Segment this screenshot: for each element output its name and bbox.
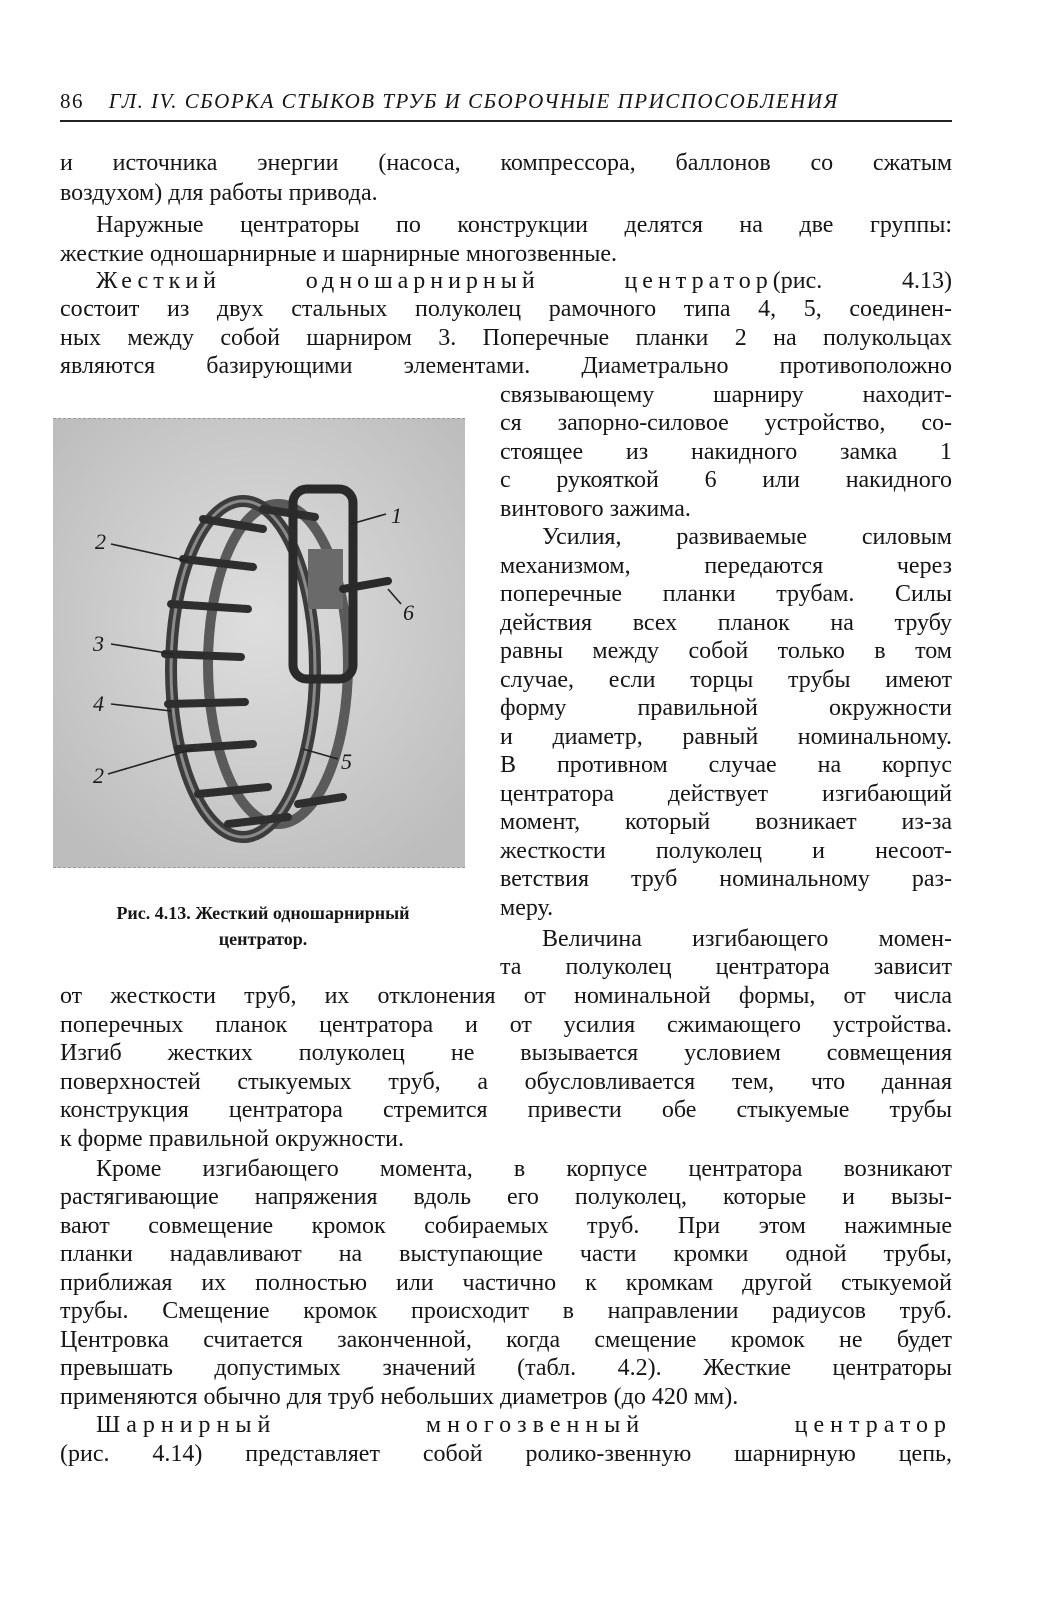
text-line: планки надавливают на выступающие части кромки одной трубы, <box>60 1241 952 1267</box>
text-line: винтового зажима. <box>500 496 691 522</box>
figure-label: 3 <box>93 631 104 656</box>
text-line: являются базирующими элементами. Диаметрально противоположно <box>60 353 952 379</box>
text-line: стоящее из накидного замка 1 <box>500 439 952 465</box>
text-line: к форме правильной окружности. <box>60 1126 405 1152</box>
text-line: Изгиб жестких полуколец не вызывается условием совмещения <box>60 1040 952 1066</box>
text-line: ных между собой шарниром 3. Поперечные планки 2 на полукольцах <box>60 325 952 351</box>
text-line: та полуколец центратора зависит <box>500 954 952 980</box>
figure-reference: (рис. 4.13) <box>772 268 953 294</box>
figure-centrator-photo <box>53 418 465 868</box>
text-line: превышать допустимых значений (табл. 4.2). Жесткие центраторы <box>60 1355 952 1381</box>
text-line: Кроме изгибающего момента, в корпусе центратора возникают <box>96 1156 952 1182</box>
text-line: случае, если торцы трубы имеют <box>500 667 952 693</box>
running-header <box>60 86 952 122</box>
figure-label: 6 <box>403 600 414 625</box>
text-line: меру. <box>500 895 554 921</box>
figure-caption: центратор. <box>218 929 308 949</box>
text-line: центратора действует изгибающий <box>500 781 952 807</box>
text-line: и источника энергии (насоса, компрессора, баллонов со сжатым <box>60 150 952 176</box>
text-line: (рис. 4.14) представляет собой ролико-звенную шарнирную цепь, <box>60 1441 952 1467</box>
text-line: Усилия, развиваемые силовым <box>542 524 952 550</box>
text-line: трубы. Смещение кромок происходит в направлении радиусов труб. <box>60 1298 952 1324</box>
text-line: конструкция центратора стремится привести обе стыкуемые трубы <box>60 1097 952 1123</box>
text-line: применяются обычно для труб небольших диаметров (до 420 мм). <box>60 1384 739 1410</box>
text-line: ветствия труб номинальному раз- <box>500 866 952 892</box>
figure-label: 2 <box>95 529 106 554</box>
text-line: от жесткости труб, их отклонения от номинальной формы, от числа <box>60 983 952 1009</box>
text-line: приближая их полностью или частично к кромкам другой стыкуемой <box>60 1270 952 1296</box>
text-line: вают совмещение кромок собираемых труб. При этом нажимные <box>60 1213 952 1239</box>
text-line: поперечные планки трубам. Силы <box>500 581 952 607</box>
text-line: с рукояткой 6 или накидного <box>500 467 952 493</box>
text-line: механизмом, передаются через <box>500 553 952 579</box>
text-line: Шарнирный многозвенный центратор <box>96 1412 952 1438</box>
text-line: ся запорно-силовое устройство, со- <box>500 410 952 436</box>
figure-label: 1 <box>391 503 402 528</box>
figure-label: 2 <box>93 763 104 788</box>
text-line: форму правильной окружности <box>500 695 952 721</box>
text-line: жесткие одношарнирные и шарнирные многозвенные. <box>60 241 617 267</box>
text-line: и диаметр, равный номинальному. <box>500 724 952 750</box>
text-line: Центровка считается законченной, когда смещение кромок не будет <box>60 1327 952 1353</box>
text-line: жесткости полуколец и несоот- <box>500 838 952 864</box>
chapter-title: ГЛ. IV. СБОРКА СТЫКОВ ТРУБ И СБОРОЧНЫЕ ПРИСПОСОБЛЕНИЯ <box>108 89 839 113</box>
text-line: воздухом) для работы привода. <box>60 180 378 206</box>
text-line: Величина изгибающего момен- <box>542 926 952 952</box>
text-line: растягивающие напряжения вдоль его полуколец, которые и вызы- <box>60 1184 952 1210</box>
text-line: Наружные центраторы по конструкции делятся на две группы: <box>96 212 952 238</box>
spaced-term: Жесткий одношарнирный центратор <box>96 268 773 294</box>
text-line: поверхностей стыкуемых труб, а обусловливается тем, что данная <box>60 1069 952 1095</box>
text-line: поперечных планок центратора и от усилия сжимающего устройства. <box>60 1012 952 1038</box>
text-line: В противном случае на корпус <box>500 752 952 778</box>
text-line: действия всех планок на трубу <box>500 610 952 636</box>
figure-caption: Рис. 4.13. Жесткий одношарнирный <box>116 903 410 923</box>
text-line <box>60 266 952 296</box>
text-line: связывающему шарниру находит- <box>500 382 952 408</box>
text-line: состоит из двух стальных полуколец рамочного типа 4, 5, соединен- <box>60 296 952 322</box>
page-number: 86 <box>60 89 84 113</box>
text-line: равны между собой только в том <box>500 638 952 664</box>
text-line: момент, который возникает из-за <box>500 809 952 835</box>
figure-label: 5 <box>341 749 352 774</box>
centrator-illustration <box>53 419 465 867</box>
figure-label: 4 <box>93 691 104 716</box>
